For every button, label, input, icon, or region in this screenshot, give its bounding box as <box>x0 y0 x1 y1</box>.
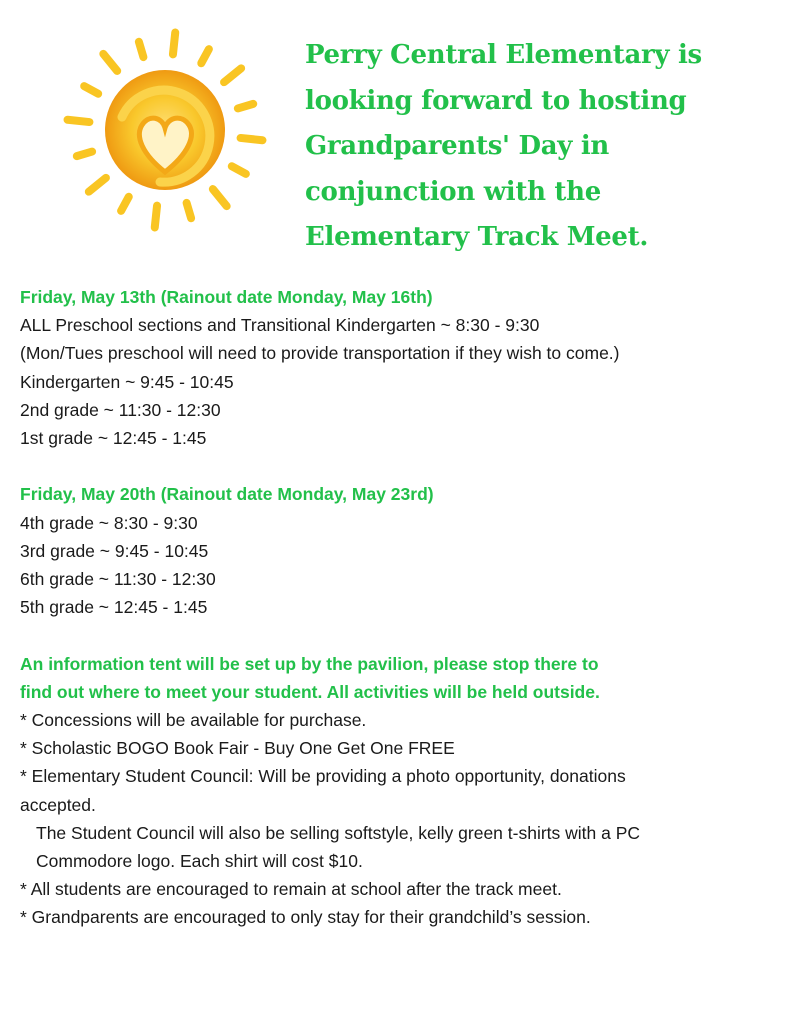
info-indented-line: The Student Council will also be selling softstyle, kelly green t-shirts with a PC <box>36 822 641 843</box>
schedule-line: 4th grade ~ 8:30 - 9:30 <box>20 512 198 533</box>
sun-ray <box>150 201 161 232</box>
schedule-line: 5th grade ~ 12:45 - 1:45 <box>20 597 208 618</box>
sun-ray <box>236 134 267 145</box>
info-heading-line: An information tent will be set up by the pavilion, please stop there to <box>20 653 599 674</box>
sun-heart-icon <box>52 22 292 237</box>
schedule-line: ALL Preschool sections and Transitional Kindergarten ~ 8:30 - 9:30 <box>20 315 540 336</box>
sun-ray <box>196 44 214 69</box>
schedule-line: 2nd grade ~ 11:30 - 12:30 <box>20 399 221 420</box>
schedule-line: (Mon/Tues preschool will need to provide transportation if they wish to come.) <box>20 343 620 364</box>
sun-ray <box>233 99 258 113</box>
info-bullet: * Grandparents are encouraged to only stay for their grandchild’s session. <box>20 907 591 928</box>
schedule-line: 3rd grade ~ 9:45 - 10:45 <box>20 540 209 561</box>
sun-ray <box>83 172 111 197</box>
schedule-line: 1st grade ~ 12:45 - 1:45 <box>20 428 207 449</box>
sun-ray <box>207 183 232 211</box>
schedule-content <box>20 283 780 932</box>
sun-ray <box>218 63 246 88</box>
session-heading-may-20: Friday, May 20th (Rainout date Monday, May 23rd) <box>20 484 434 505</box>
spacer <box>20 452 780 480</box>
sun-ray <box>72 147 97 161</box>
sun-ray <box>98 48 123 76</box>
header-title-line: Grandparents' Day in <box>305 131 609 161</box>
info-bullet: * All students are encouraged to remain at school after the track meet. <box>20 879 562 900</box>
sun-ray <box>226 161 251 179</box>
sun-ray <box>63 115 94 126</box>
info-bullet-continuation: accepted. <box>20 794 96 815</box>
session-heading-may-13: Friday, May 13th (Rainout date Monday, May 16th) <box>20 287 433 307</box>
info-heading-line: find out where to meet your student. All activities will be held outside. <box>20 681 600 702</box>
schedule-line: Kindergarten ~ 9:45 - 10:45 <box>20 371 234 392</box>
header-title-line: conjunction with the <box>305 176 601 207</box>
info-indented-line: Commodore logo. Each shirt will cost $10. <box>36 851 363 872</box>
info-bullet: * Concessions will be available for purchase. <box>20 710 367 731</box>
sun-ray <box>116 191 134 216</box>
header-title-line: Perry Central Elementary is <box>305 40 702 70</box>
schedule-line: 6th grade ~ 11:30 - 12:30 <box>20 569 216 590</box>
sun-ray <box>134 37 148 62</box>
spacer <box>20 621 780 649</box>
sun-ray <box>169 28 180 59</box>
header-title-line: Elementary Track Meet. <box>305 222 649 252</box>
header-title-line: looking forward to hosting <box>305 85 687 116</box>
info-bullet: * Elementary Student Council: Will be providing a photo opportunity, donations <box>20 766 626 787</box>
info-bullet: * Scholastic BOGO Book Fair - Buy One Get One FREE <box>20 738 455 759</box>
header-title <box>305 33 775 261</box>
sun-ray <box>182 198 196 223</box>
sun-ray <box>79 81 104 99</box>
